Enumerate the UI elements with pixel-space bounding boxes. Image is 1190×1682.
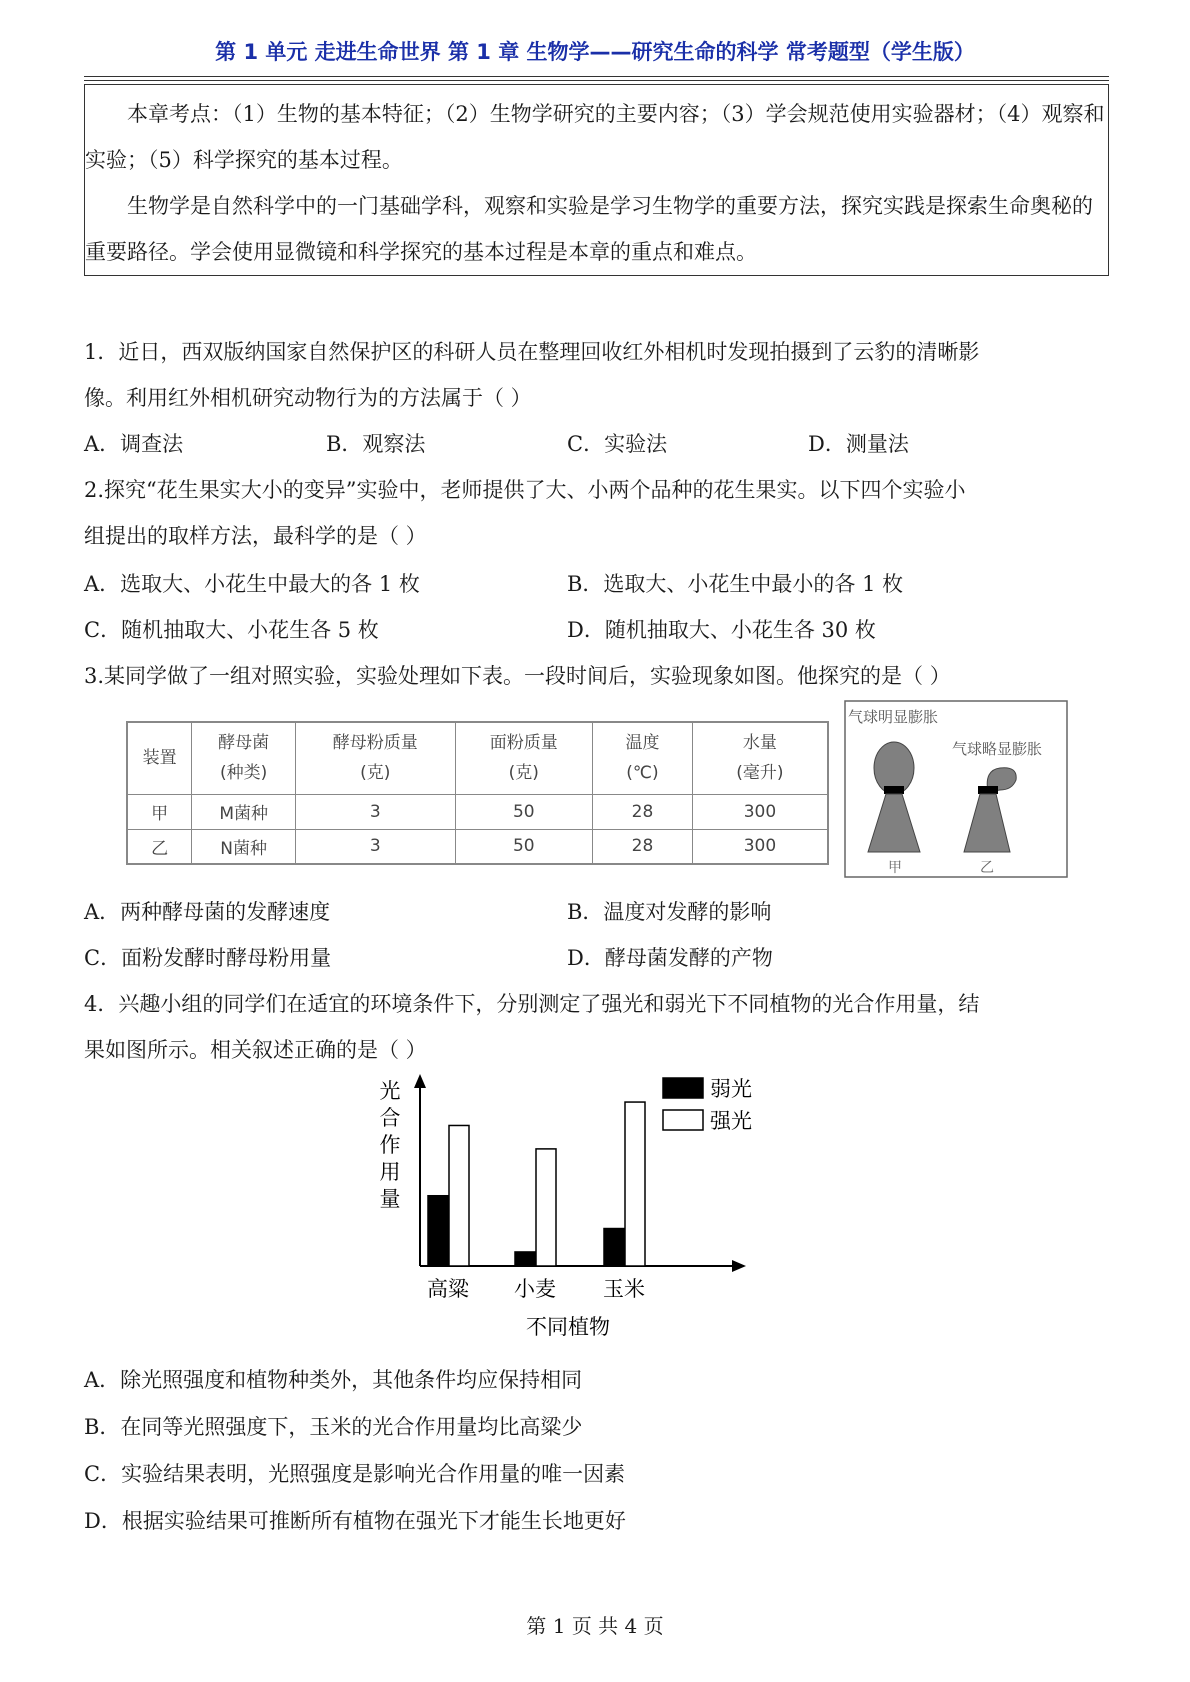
legend-label: 强光: [710, 1109, 752, 1133]
q2-option-a: A．选取大、小花生中最大的各 1 枚: [84, 572, 420, 596]
bottle-left-label: 甲: [888, 860, 902, 876]
header-flour-mass-label: 面粉质量: [489, 733, 558, 754]
q4-option-d: D．根据实验结果可推断所有植物在强光下才能生长地更好: [84, 1509, 626, 1533]
q4-option-b: B．在同等光照强度下，玉米的光合作用量均比高粱少: [84, 1415, 583, 1439]
table-cell: N菌种: [192, 829, 296, 864]
y-axis-label-text: 光合作用量: [379, 1079, 401, 1211]
legend-swatch: [663, 1078, 703, 1098]
table-cell: 乙: [127, 829, 192, 864]
table-cell: M菌种: [192, 794, 296, 829]
q2-option-d: D．随机抽取大、小花生各 30 枚: [567, 618, 876, 642]
bar-弱光-小麦: [515, 1252, 535, 1266]
bar-强光-小麦: [536, 1149, 556, 1266]
bar-强光-高粱: [449, 1125, 469, 1266]
q1-option-c: C．实验法: [567, 432, 668, 456]
header-yeast-mass-label: 酵母粉质量: [332, 733, 418, 754]
summary-paragraph-1: 本章考点：（1）生物的基本特征；（2）生物学研究的主要内容；（3）学会规范使用实验器材；（4）观察和实验；（5）科学探究的基本过程。: [85, 102, 1105, 172]
category-label: 高粱: [427, 1277, 469, 1301]
table-header-cell: [455, 722, 593, 794]
q3-option-c: C．面粉发酵时酵母粉用量: [84, 946, 332, 970]
table-header-cell: [593, 722, 693, 794]
q3-option-b: B．温度对发酵的影响: [567, 900, 772, 924]
bottle-cap-left: [884, 786, 904, 794]
q1-stem-line1: 1．近日，西双版纳国家自然保护区的科研人员在整理回收红外相机时发现拍摄到了云豹的清晰影: [84, 340, 980, 364]
q3-option-a: A．两种酵母菌的发酵速度: [84, 900, 331, 924]
q1-option-b: B．观察法: [326, 432, 426, 456]
header-rule-top: [84, 76, 1109, 77]
header-device-label: 装置: [142, 748, 177, 769]
category-label: 小麦: [514, 1277, 556, 1301]
y-axis-label: [380, 1079, 401, 1211]
table-row: [127, 829, 828, 864]
q4-stem-line2: 果如图所示。相关叙述正确的是（ ）: [84, 1038, 427, 1062]
q1-option-d: D．测量法: [808, 432, 909, 456]
legend-swatch: [663, 1110, 703, 1130]
bar-弱光-玉米: [604, 1229, 624, 1266]
header-temp-unit: (℃): [626, 763, 659, 784]
legend-label: 弱光: [710, 1077, 752, 1101]
chapter-summary-box: [84, 84, 1109, 276]
table-cell: 300: [692, 794, 828, 829]
header-flour-mass-unit: (克): [508, 763, 539, 784]
bottle-cap-right: [978, 786, 998, 794]
header-water-label: 水量: [742, 733, 777, 754]
page-header: 第 1 单元 走进生命世界 第 1 章 生物学——研究生命的科学 常考题型（学生版）: [215, 40, 975, 64]
bottle-right-label: 乙: [980, 860, 994, 876]
table-cell: 28: [593, 829, 693, 864]
x-axis-title: 不同植物: [526, 1315, 610, 1339]
q3-option-d: D．酵母菌发酵的产物: [567, 946, 773, 970]
table-cell: 50: [455, 794, 593, 829]
table-cell: 28: [593, 794, 693, 829]
table-row: [127, 794, 828, 829]
table-cell: 50: [455, 829, 593, 864]
q2-stem-line1: 2.探究“花生果实大小的变异”实验中，老师提供了大、小两个品种的花生果实。以下四个实验小: [84, 478, 966, 502]
category-label: 玉米: [603, 1277, 645, 1301]
y-axis-arrow: [414, 1074, 426, 1088]
bar-强光-玉米: [625, 1102, 645, 1266]
header-temp-label: 温度: [625, 733, 660, 754]
q2-option-c: C．随机抽取大、小花生各 5 枚: [84, 618, 379, 642]
table-cell: 300: [692, 829, 828, 864]
q1-option-a: A．调查法: [84, 432, 184, 456]
table-header-cell: [127, 722, 192, 794]
q4-option-c: C．实验结果表明，光照强度是影响光合作用量的唯一因素: [84, 1462, 626, 1486]
bar-弱光-高粱: [428, 1196, 448, 1266]
header-water-unit: (毫升): [736, 763, 784, 784]
table-header-cell: [192, 722, 296, 794]
summary-paragraph-2: 生物学是自然科学中的一门基础学科，观察和实验是学习生物学的重要方法，探究实践是探索生命奥秘的重要路径。学会使用显微镜和科学探究的基本过程是本章的重点和难点。: [85, 194, 1093, 264]
photosynthesis-bar-chart: [378, 1074, 818, 1354]
table-cell: 甲: [127, 794, 192, 829]
balloon-experiment-figure: [844, 700, 1068, 878]
x-axis-arrow: [732, 1260, 746, 1272]
q3-stem-line1: 3.某同学做了一组对照实验，实验处理如下表。一段时间后，实验现象如图。他探究的是（ ）: [84, 664, 951, 688]
header-yeast-unit: (种类): [220, 763, 268, 784]
table-header-cell: [296, 722, 456, 794]
table-cell: 3: [296, 794, 456, 829]
table-header-row: [127, 722, 828, 794]
q1-stem-line2: 像。利用红外相机研究动物行为的方法属于（ ）: [84, 386, 532, 410]
table-header-cell: [692, 722, 828, 794]
q4-option-a: A．除光照强度和植物种类外，其他条件均应保持相同: [84, 1368, 583, 1392]
chart-legend: [663, 1077, 752, 1133]
header-rule-bottom: [84, 80, 1109, 81]
label-balloon-inflated: 气球明显膨胀: [848, 708, 939, 726]
page-footer: 第 1 页 共 4 页: [526, 1614, 664, 1638]
experiment-table: [126, 721, 829, 865]
q2-option-b: B．选取大、小花生中最小的各 1 枚: [567, 572, 904, 596]
q4-stem-line1: 4．兴趣小组的同学们在适宜的环境条件下，分别测定了强光和弱光下不同植物的光合作用量，结: [84, 992, 980, 1016]
table-cell: 3: [296, 829, 456, 864]
q2-stem-line2: 组提出的取样方法，最科学的是（ ）: [84, 524, 427, 548]
header-yeast-label: 酵母菌: [218, 733, 270, 754]
header-yeast-mass-unit: (克): [360, 763, 391, 784]
label-balloon-slight: 气球略显膨胀: [952, 740, 1043, 758]
